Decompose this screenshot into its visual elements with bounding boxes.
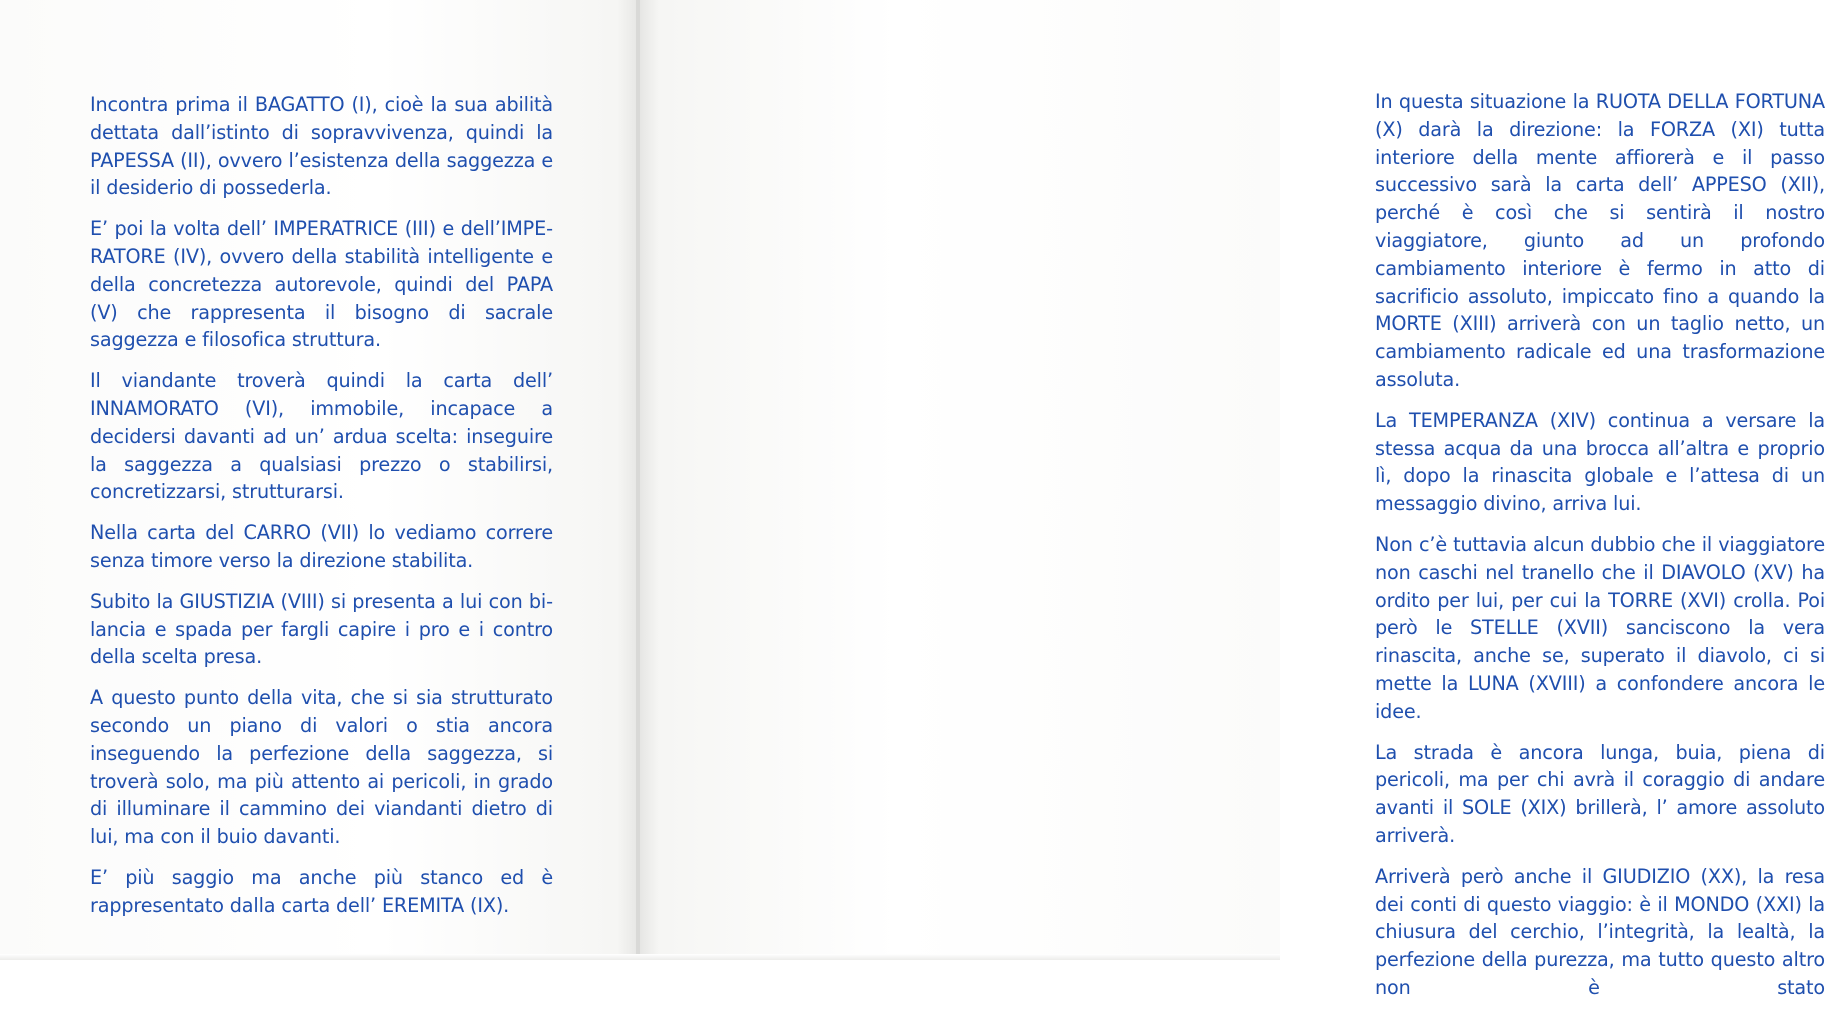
paragraph-giudizio: Arriverà però anche il GIUDIZIO (XX), la resa dei conti di questo viaggio: è il MONDO (XXI) la chiusura del cerchio, l’integrità, la lealtà, la perfezione della purezza, ma tutto questo altro non è stato bbox=[1375, 864, 1825, 999]
paragraph-innamorato: Il viandante troverà quindi la carta dell’ INNAMORATO (VI), immobile, incapace a decidersi davanti ad un’ ardua scelta: inseguire la saggezza a qualsiasi prezzo o stabilirsi, concretizzarsi, strutturarsi. bbox=[90, 369, 553, 504]
paragraph-sole: La strada è ancora lunga, buia, piena di pericoli, ma per chi avrà il coraggio di andare avanti il SOLE (XIX) brillerà, l’ amore assoluto arriverà. bbox=[1375, 740, 1825, 847]
paragraph-eremita: E’ più saggio ma anche più stanco ed è rappresentato dalla carta dell’ EREMITA (IX). bbox=[90, 865, 553, 917]
paragraph-carro: Nella carta del CARRO (VII) lo vediamo correre senza timore verso la direzione stabilita. bbox=[90, 521, 553, 572]
paragraph-giustizia: Subito la GIUSTIZIA (VIII) si presenta a lui con bilancia e spada per fargli capire i pro e i contro della scelta presa. bbox=[90, 589, 553, 669]
paragraph-bagatto: Incontra prima il BAGATTO (I), cioè la sua abilità dettata dall’istinto di sopravvivenza, quindi la PAPESSA (II), ovvero l’esistenza della saggezza e il desiderio di possederla. bbox=[90, 93, 553, 200]
paragraph-ruota-della-fortuna: In questa situazione la RUOTA DELLA FORTUNA (X) darà la direzione: la FORZA (XI) tutta interiore della mente affiorerà e il passo successivo sarà la carta dell’ APPESO (XII), perché è così che si sentirà il nostro viaggiatore, giunto ad un profondo cambiamento interiore è fermo in atto di sacrificio assoluto, impiccato fino a quando la MORTE (XIII) arriverà con un taglio netto, un cambiamento radicale ed una trasformazione assoluta. bbox=[1375, 90, 1825, 391]
left-page-text bbox=[90, 91, 553, 933]
paragraph-imperatrice: E’ poi la volta dell’ IMPERATRICE (III) e dell’IMPERATORE (IV), ovvero della stabilità intelligente e della concretezza autorevole, quindi del PAPA (V) che rappresenta il bisogno di sacrale saggezza e filosofica struttura. bbox=[90, 217, 553, 352]
paragraph-diavolo: Non c’è tuttavia alcun dubbio che il viaggiatore non caschi nel tranello che il DIAVOLO (XV) ha ordito per lui, per cui la TORRE (XVI) crolla. Poi però le STELLE (XVII) sanciscono la vera rinascita, anche se, superato il diavolo, ci si mette la LUNA (XVIII) a confondere ancora le idee. bbox=[1375, 532, 1825, 723]
right-page bbox=[640, 0, 1825, 999]
page-bottom-edge bbox=[0, 954, 1280, 960]
paragraph-punto-della-vita: A questo punto della vita, che si sia strutturato secondo un piano di valori o stia ancora inseguendo la perfezione della saggezza, si troverà solo, ma più attento ai pericoli, in grado di illuminare il cammino dei viandanti dietro di lui, ma con il buio davanti. bbox=[90, 686, 553, 849]
paragraph-temperanza: La TEMPERANZA (XIV) continua a versare la stessa acqua da una brocca all’altra e proprio lì, dopo la rinascita globale e l’attesa di un messaggio divino, arriva lui. bbox=[1375, 408, 1825, 516]
right-page-text bbox=[1375, 88, 1825, 1015]
left-page bbox=[0, 0, 636, 960]
